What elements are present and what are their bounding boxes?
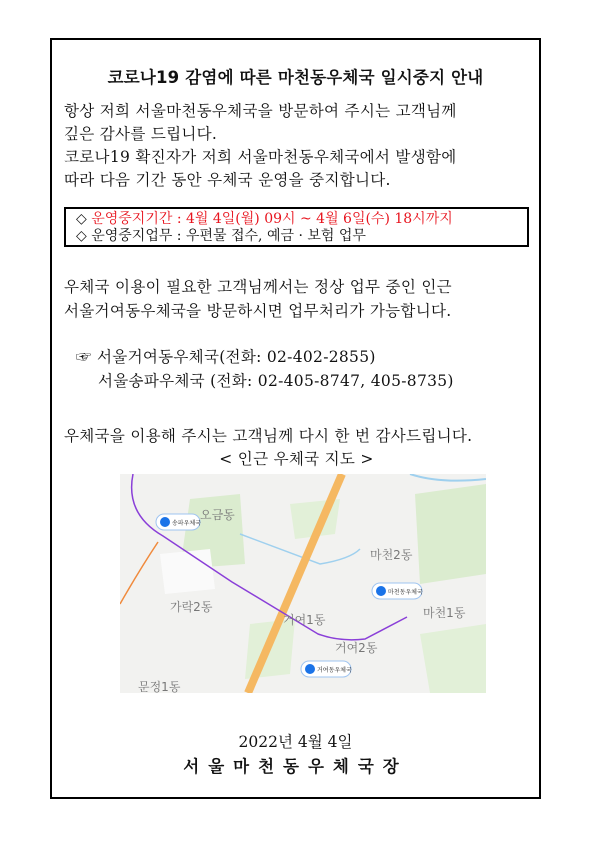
district-label: 거여2동 [335,641,378,655]
location-pin-icon [376,586,386,596]
map-caption: < 인근 우체국 지도 > [219,450,374,468]
marker-geoyeo[interactable] [301,661,352,677]
marker-label: 거여동우체국 [317,667,352,674]
location-pin-icon [160,517,170,527]
notice-date: 2022년 4월 4일 [238,733,353,751]
district-label: 거여1동 [283,613,326,627]
closing-text: 우체국을 이용해 주시는 고객님께 다시 한 번 감사드립니다. [64,427,473,445]
intro-line: 코로나19 확진자가 저희 서울마천동우체국에서 발생함에 [64,148,457,166]
signature: 서울마천동우체국장 [183,757,408,776]
district-label: 마천2동 [370,548,413,562]
contact-songpa: 서울송파우체국 (전화: 02-405-8747, 405-8735) [98,372,454,390]
marker-songpa[interactable] [156,514,201,530]
alternative-line: 서울거여동우체국을 방문하시면 업무처리가 가능합니다. [64,302,452,320]
intro-line: 항상 저희 서울마천동우체국을 방문하여 주시는 고객님께 [64,102,457,120]
district-label: 마천1동 [423,606,466,620]
suspension-period: 운영중지기간 : 4월 4일(월) 09시 ~ 4월 6일(수) 18시까지 [91,211,453,227]
alternative-line: 우체국 이용이 필요한 고객님께서는 정상 업무 중인 인근 [64,278,452,296]
district-label: 문정1동 [138,680,181,693]
marker-label: 송파우체국 [172,520,201,527]
district-label: 가락2동 [170,600,213,614]
diamond-bullet: ◇ [76,211,92,227]
intro-line: 따라 다음 기간 동안 우체국 운영을 중지합니다. [64,171,391,189]
location-pin-icon [305,664,315,674]
notice-title: 코로나19 감염에 따른 마천동우체국 일시중지 안내 [107,68,484,87]
intro-line: 깊은 감사를 드립니다. [64,125,218,143]
marker-label: 마천동우체국 [388,589,423,596]
district-label: 오금동 [200,508,235,522]
suspension-info-box [64,207,529,247]
marker-macheon[interactable] [372,583,423,599]
notice-frame [50,38,541,799]
nearby-post-office-map[interactable] [120,474,486,693]
suspended-services: ◇ 운영중지업무 : 우편물 접수, 예금 · 보험 업무 [76,228,366,244]
contact-geoyeo: ☞ 서울거여동우체국(전화: 02-402-2855) [76,348,376,366]
